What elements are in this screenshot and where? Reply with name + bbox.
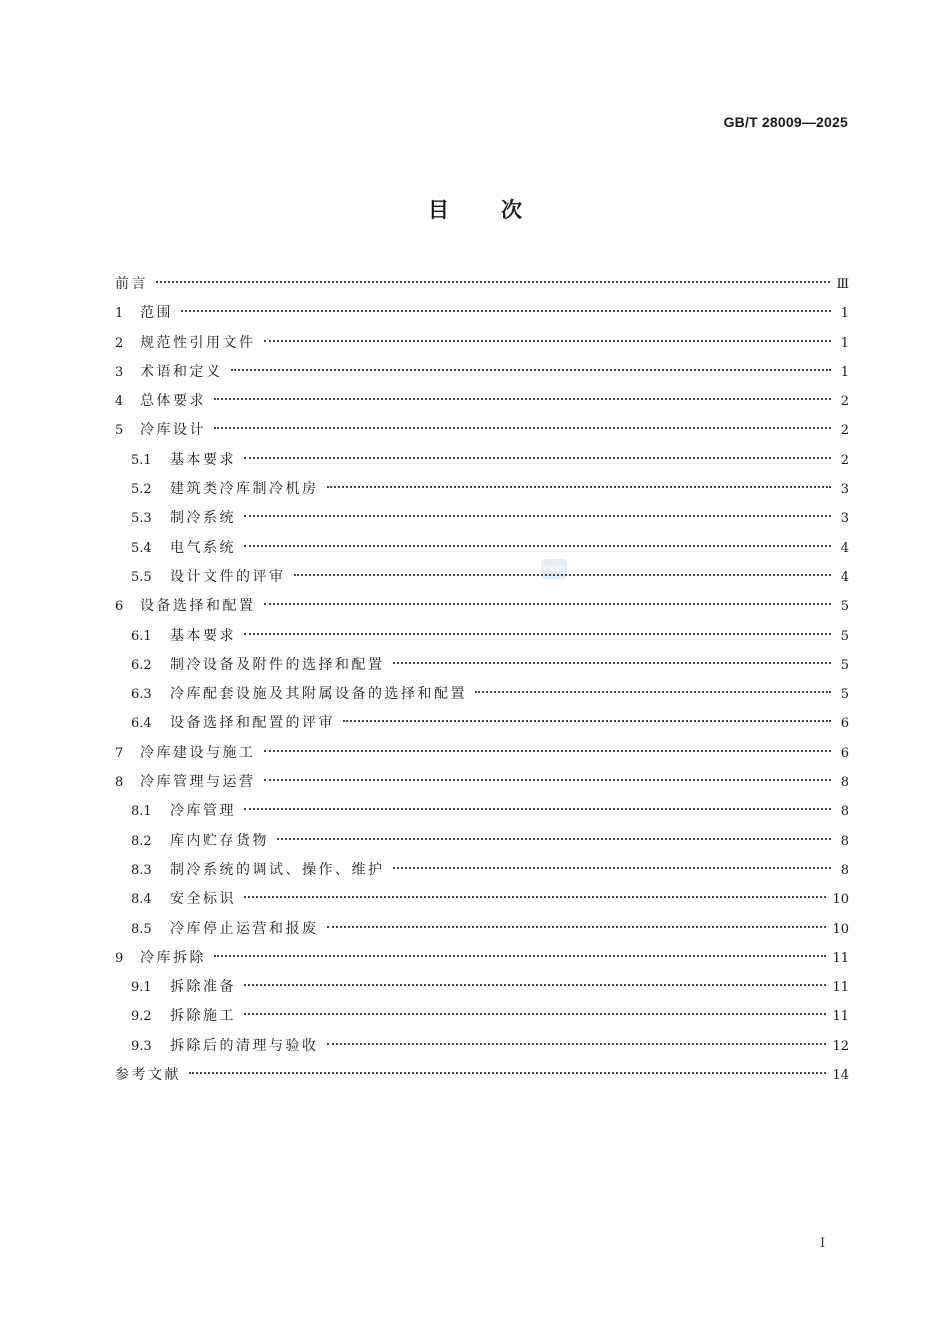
toc-entry-label: 冷库停止运营和报废 [170, 920, 319, 937]
toc-entry-page: 8 [840, 775, 849, 791]
page-title: 目次 [428, 198, 574, 222]
toc-entry[interactable] [115, 504, 849, 533]
table-of-contents [115, 270, 849, 1090]
toc-dot-leader [189, 1072, 826, 1074]
toc-entry-page: 12 [832, 1038, 849, 1054]
toc-entry-label: 规范性引用文件 [140, 334, 256, 351]
toc-dot-leader [244, 633, 831, 635]
toc-dot-leader [156, 281, 830, 283]
toc-entry-page: 6 [840, 745, 849, 761]
toc-entry[interactable] [115, 885, 849, 914]
toc-entry[interactable] [115, 358, 849, 387]
toc-entry-label: 冷库配套设施及其附属设备的选择和配置 [170, 686, 467, 703]
toc-entry[interactable] [115, 768, 849, 797]
toc-entry-number: 8 [115, 775, 124, 791]
toc-entry-label: 安全标识 [170, 891, 236, 908]
toc-entry[interactable] [115, 709, 849, 738]
toc-dot-leader [244, 808, 831, 810]
toc-entry-label: 电气系统 [170, 539, 236, 556]
toc-entry-number: 5.3 [131, 511, 152, 527]
toc-entry-number: 5.1 [131, 452, 152, 468]
toc-entry[interactable] [115, 1002, 849, 1031]
toc-entry-number: 9.1 [131, 980, 152, 996]
toc-entry[interactable] [115, 856, 849, 885]
toc-dot-leader [343, 720, 831, 722]
toc-entry-label: 冷库设计 [140, 422, 206, 439]
toc-entry[interactable] [115, 915, 849, 944]
toc-entry-page: 10 [832, 921, 849, 937]
toc-dot-leader [244, 1013, 826, 1015]
toc-dot-leader [264, 779, 832, 781]
toc-entry[interactable] [115, 622, 849, 651]
toc-entry-page: 5 [840, 628, 849, 644]
toc-entry-page: 1 [840, 364, 849, 380]
toc-entry[interactable] [115, 299, 849, 328]
toc-entry-label: 拆除后的清理与验收 [170, 1037, 319, 1054]
toc-entry[interactable] [115, 739, 849, 768]
toc-entry-page: 5 [840, 599, 849, 615]
toc-entry-label: 制冷系统的调试、操作、维护 [170, 861, 385, 878]
toc-entry-label: 参考文献 [115, 1067, 181, 1084]
toc-dot-leader [475, 691, 831, 693]
toc-entry-number: 5.4 [131, 540, 152, 556]
toc-entry[interactable] [115, 416, 849, 445]
toc-entry-label: 制冷设备及附件的选择和配置 [170, 656, 385, 673]
toc-dot-leader [181, 310, 831, 312]
toc-entry-number: 9.3 [131, 1038, 152, 1054]
toc-entry-number: 5.5 [131, 569, 152, 585]
toc-entry-page: 2 [840, 452, 849, 468]
toc-entry-page: 1 [840, 306, 849, 322]
toc-entry[interactable] [115, 827, 849, 856]
toc-entry-label: 拆除施工 [170, 1008, 236, 1025]
toc-dot-leader [327, 926, 827, 928]
toc-entry-number: 5 [115, 423, 124, 439]
toc-dot-leader [214, 427, 831, 429]
toc-entry-label: 建筑类冷库制冷机房 [170, 481, 319, 498]
toc-entry-label: 范围 [140, 305, 173, 322]
toc-dot-leader [244, 984, 826, 986]
toc-dot-leader [244, 545, 831, 547]
toc-entry-number: 6 [115, 599, 124, 615]
toc-dot-leader [244, 457, 831, 459]
toc-entry-number: 1 [115, 306, 124, 322]
toc-entry-number: 2 [115, 335, 124, 351]
toc-entry-number: 3 [115, 364, 124, 380]
toc-entry-label: 冷库拆除 [140, 949, 206, 966]
toc-dot-leader [327, 1043, 827, 1045]
toc-entry-number: 4 [115, 394, 124, 410]
toc-entry[interactable] [115, 592, 849, 621]
toc-entry[interactable] [115, 270, 849, 299]
toc-entry[interactable] [115, 1032, 849, 1061]
toc-entry-page: 5 [840, 687, 849, 703]
toc-dot-leader [264, 750, 832, 752]
toc-entry-label: 冷库管理 [170, 803, 236, 820]
toc-entry-page: 14 [832, 1068, 849, 1084]
toc-entry-number: 8.5 [131, 921, 152, 937]
toc-entry[interactable] [115, 446, 849, 475]
toc-entry-label: 冷库管理与运营 [140, 774, 256, 791]
toc-dot-leader [393, 662, 832, 664]
page-number: Ⅰ [820, 1236, 826, 1251]
toc-entry[interactable] [115, 651, 849, 680]
toc-entry-page: Ⅲ [836, 277, 849, 292]
toc-entry-page: 2 [840, 423, 849, 439]
toc-entry-number: 6.2 [131, 657, 152, 673]
toc-dot-leader [264, 603, 832, 605]
toc-entry-number: 9.2 [131, 1009, 152, 1025]
toc-entry-page: 8 [840, 804, 849, 820]
toc-entry[interactable] [115, 563, 849, 592]
toc-entry-page: 3 [840, 482, 849, 498]
toc-entry-number: 9 [115, 950, 124, 966]
toc-entry-page: 3 [840, 511, 849, 527]
toc-entry-number: 6.4 [131, 716, 152, 732]
toc-entry[interactable] [115, 534, 849, 563]
toc-entry-number: 7 [115, 745, 124, 761]
toc-entry-number: 5.2 [131, 482, 152, 498]
toc-entry-page: 6 [840, 716, 849, 732]
toc-entry-label: 设备选择和配置的评审 [170, 715, 335, 732]
toc-entry-page: 10 [832, 892, 849, 908]
toc-entry-label: 基本要求 [170, 627, 236, 644]
toc-entry[interactable] [115, 387, 849, 416]
toc-entry-label: 设计文件的评审 [170, 568, 286, 585]
toc-entry-label: 术语和定义 [140, 363, 223, 380]
toc-entry-page: 11 [832, 1009, 849, 1025]
toc-entry[interactable] [115, 944, 849, 973]
toc-entry-number: 8.4 [131, 892, 152, 908]
toc-entry-page: 2 [840, 394, 849, 410]
toc-entry-label: 拆除准备 [170, 979, 236, 996]
toc-dot-leader [294, 574, 832, 576]
toc-entry-page: 4 [840, 569, 849, 585]
watermark-logo: CSSC [541, 559, 567, 579]
toc-entry-label: 制冷系统 [170, 510, 236, 527]
toc-entry-label: 库内贮存货物 [170, 832, 269, 849]
toc-entry[interactable] [115, 797, 849, 826]
toc-entry-page: 11 [832, 980, 849, 996]
toc-entry[interactable] [115, 329, 849, 358]
toc-dot-leader [244, 515, 831, 517]
toc-dot-leader [231, 369, 832, 371]
toc-dot-leader [244, 896, 826, 898]
toc-entry[interactable] [115, 475, 849, 504]
toc-entry-label: 设备选择和配置 [140, 598, 256, 615]
toc-entry-page: 8 [840, 862, 849, 878]
toc-dot-leader [214, 955, 826, 957]
toc-entry-label: 基本要求 [170, 451, 236, 468]
toc-dot-leader [214, 398, 831, 400]
toc-entry-number: 8.3 [131, 862, 152, 878]
toc-dot-leader [264, 340, 832, 342]
toc-entry-label: 前言 [115, 276, 148, 292]
toc-dot-leader [393, 867, 832, 869]
toc-entry-page: 8 [840, 833, 849, 849]
toc-dot-leader [327, 486, 832, 488]
toc-entry-label: 总体要求 [140, 393, 206, 410]
toc-entry-label: 冷库建设与施工 [140, 744, 256, 761]
toc-entry-number: 6.3 [131, 687, 152, 703]
toc-entry-page: 4 [840, 540, 849, 556]
toc-entry-page: 5 [840, 657, 849, 673]
toc-entry-page: 11 [832, 950, 849, 966]
toc-entry[interactable] [115, 973, 849, 1002]
toc-entry-number: 8.1 [131, 804, 152, 820]
toc-entry[interactable] [115, 680, 849, 709]
standard-code: GB/T 28009—2025 [723, 114, 848, 130]
toc-dot-leader [277, 838, 831, 840]
toc-entry[interactable] [115, 1061, 849, 1090]
toc-entry-page: 1 [840, 335, 849, 351]
toc-entry-number: 6.1 [131, 628, 152, 644]
toc-entry-number: 8.2 [131, 833, 152, 849]
